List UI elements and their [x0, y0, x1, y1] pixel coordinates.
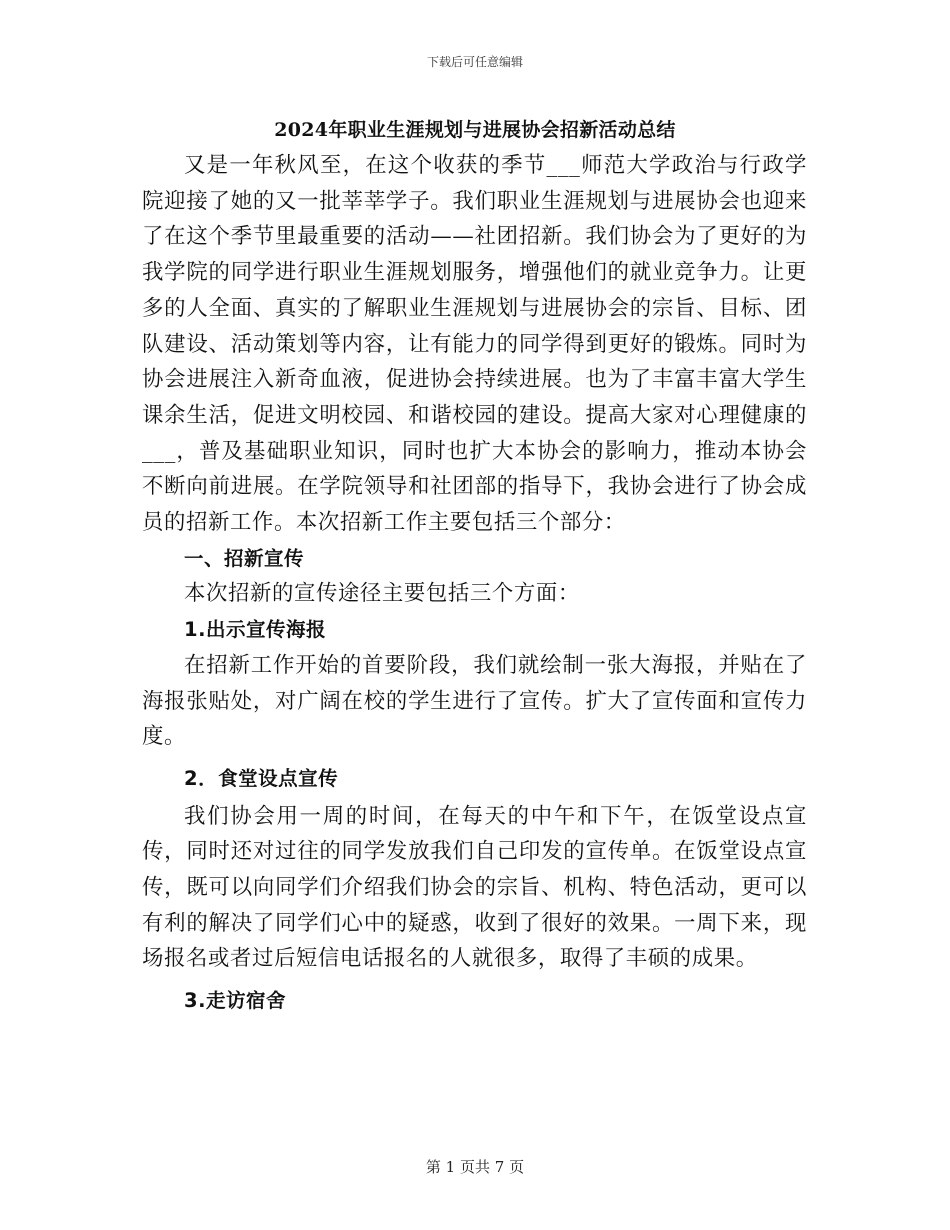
poster-paragraph: 在招新工作开始的首要阶段，我们就绘制一张大海报，并贴在了海报张贴处，对广阔在校的学生进行了宣传。扩大了宣传面和宣传力度。	[142, 652, 807, 750]
intro-paragraph: 又是一年秋风至，在这个收获的季节___师范大学政治与行政学院迎接了她的又一批莘莘学子。我们职业生涯规划与进展协会也迎来了在这个季节里最重要的活动——社团招新。我们协会为了更好的为我学院的同学进行职业生涯规划服务，增强他们的就业竞争力。让更多的人全面、真实的了解职业生涯规划与进展协会的宗旨、目标、团队建设、活动策划等内容，让有能力的同学得到更好的锻炼。同时为协会进展注入新奇血液，促进协会持续进展。也为了丰富丰富大学生课余生活，促进文明校园、和谐校园的建设。提高大家对心理健康的___，普及基础职业知识，同时也扩大本协会的影响力，推动本协会不断向前进展。在学院领导和社团部的指导下，我协会进行了协会成员的招新工作。本次招新工作主要包括三个部分：	[142, 153, 807, 536]
subheading-poster: 1.出示宣传海报	[184, 618, 326, 642]
document-body	[142, 148, 807, 1019]
section-intro-paragraph: 本次招新的宣传途径主要包括三个方面：	[184, 581, 580, 607]
subheading-canteen: 2．食堂设点宣传	[184, 766, 339, 790]
document-title: 2024年职业生涯规划与进展协会招新活动总结	[274, 119, 676, 141]
canteen-paragraph: 我们协会用一周的时间，在每天的中午和下午，在饭堂设点宣传，同时还对过往的同学发放我们自己印发的宣传单。在饭堂设点宣传，既可以向同学们介绍我们协会的宗旨、机构、特色活动，更可以有利的解决了同学们心中的疑惑，收到了很好的效果。一周下来，现场报名或者过后短信电话报名的人就很多，取得了丰硕的成果。	[142, 803, 807, 972]
subheading-dorm-visit: 3.走访宿舍	[184, 989, 286, 1013]
header-note: 下载后可任意编辑	[426, 55, 523, 69]
section-heading-recruitment-publicity: 一、招新宣传	[184, 546, 305, 570]
page-number-footer: 第 1 页共 7 页	[425, 1158, 525, 1176]
